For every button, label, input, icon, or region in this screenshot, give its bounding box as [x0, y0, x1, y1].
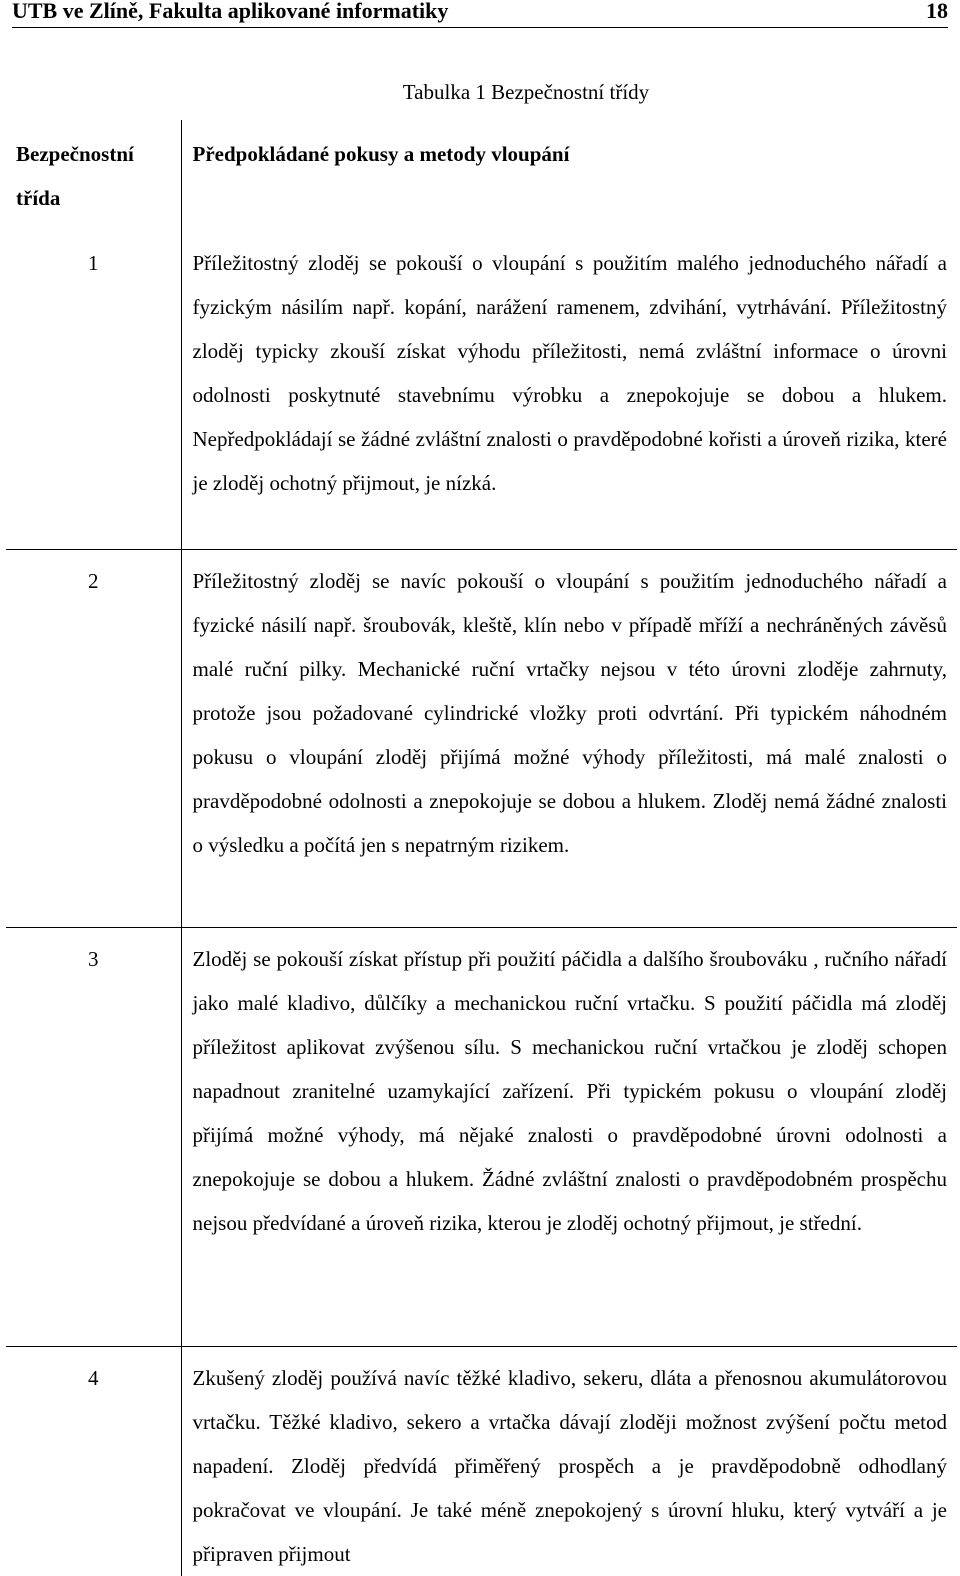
class-number: 1: [6, 232, 181, 550]
header-title: UTB ve Zlíně, Fakulta aplikované informatiky: [12, 0, 448, 24]
table-caption: Tabulka 1 Bezpečnostní třídy: [0, 80, 960, 105]
security-classes-table: [6, 120, 957, 1576]
class-number: 3: [6, 928, 181, 1347]
table-row: [6, 1347, 957, 1576]
class-number: 2: [6, 550, 181, 928]
table-row: [6, 550, 957, 928]
page-header: [12, 0, 948, 28]
class-description: Zloděj se pokouší získat přístup při použití páčidla a dalšího šroubováku , ručního nářadí jako malé kladivo, důlčíky a mechanickou ruční vrtačku. S použití páčidla má zloděj příležitost aplikovat zvýšenou sílu. S mechanickou ruční vrtačkou je zloděj schopen napadnout zranitelné uzamykající zařízení. Při typickém pokusu o vloupání zloděj přijímá možné výhody, má nějaké znalosti o pravděpodobné úrovni odolnosti a znepokojuje se dobou a hlukem. Žádné zvláštní znalosti o pravděpodobném prospěchu nejsou předvídané a úroveň rizika, kterou je zloděj ochotný přijmout, je střední.: [181, 928, 957, 1347]
table-header-row: [6, 120, 957, 232]
column-header-class: Bezpečnostní třída: [6, 120, 181, 232]
column-header-methods: Předpokládané pokusy a metody vloupání: [181, 120, 957, 232]
class-description: Příležitostný zloděj se pokouší o vloupání s použitím malého jednoduchého nářadí a fyzickým násilím např. kopání, narážení ramenem, zdvihání, vytrhávání. Příležitostný zloděj typicky zkouší získat výhodu příležitosti, nemá zvláštní informace o úrovni odolnosti poskytnuté stavebnímu výrobku a znepokojuje se dobou a hlukem. Nepředpokládají se žádné zvláštní znalosti o pravděpodobné kořisti a úroveň rizika, které je zloděj ochotný přijmout, je nízká.: [181, 232, 957, 550]
table-row: [6, 928, 957, 1347]
page-number: 18: [926, 0, 948, 24]
class-description: Zkušený zloděj používá navíc těžké kladivo, sekeru, dláta a přenosnou akumulátorovou vrtačku. Těžké kladivo, sekero a vrtačka dávají zloději možnost zvýšení počtu metod napadení. Zloděj předvídá přiměřený prospěch a je pravděpodobně odhodlaný pokračovat ve vloupání. Je také méně znepokojený s úrovní hluku, který vytváří a je připraven přijmout: [181, 1347, 957, 1576]
table-row: [6, 232, 957, 550]
class-number: 4: [6, 1347, 181, 1576]
class-description: Příležitostný zloděj se navíc pokouší o vloupání s použitím jednoduchého nářadí a fyzické násilí např. šroubovák, kleště, klín nebo v případě mříží a nechráněných závěsů malé ruční pilky. Mechanické ruční vrtačky nejsou v této úrovni zloděje zahrnuty, protože jsou požadované cylindrické vložky proti odvrtání. Při typickém náhodném pokusu o vloupání zloděj přijímá možné výhody příležitosti, má malé znalosti o pravděpodobné odolnosti a znepokojuje se dobou a hlukem. Zloděj nemá žádné znalosti o výsledku a počítá jen s nepatrným rizikem.: [181, 550, 957, 928]
